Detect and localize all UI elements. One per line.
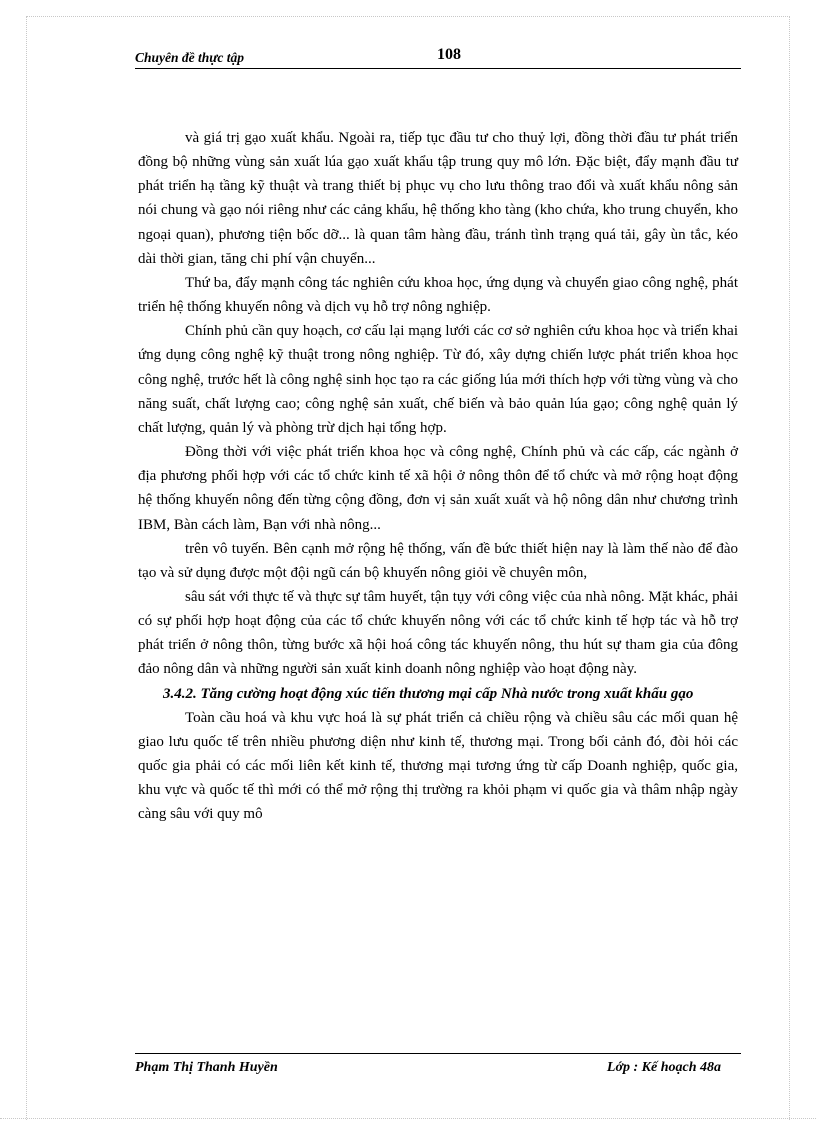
paragraph: Đồng thời với việc phát triển khoa học và công nghệ, Chính phủ và các cấp, các ngành ở địa phương phối hợp với các tổ chức kinh tế xã hội ở nông thôn để tổ chức và mở rộng hoạt động hệ thống khuyến nông đến từng cộng đồng, đơn vị sản xuất xuất và hộ nông dân như chương trình IBM, Bàn cách làm, Bạn với nhà nông... <box>138 444 738 533</box>
paragraph: Thứ ba, đẩy mạnh công tác nghiên cứu khoa học, ứng dụng và chuyển giao công nghệ, phát triển hệ thống khuyến nông và dịch vụ hỗ trợ nông nghiệp. <box>138 274 738 316</box>
paragraph: Toàn cầu hoá và khu vực hoá là sự phát triển cả chiều rộng và chiều sâu các mối quan hệ giao lưu quốc tế trên nhiều phương diện như kinh tế, thương mại. Trong bối cảnh đó, đòi hỏi các quốc gia phải có các mối liên kết kinh tế, thương mại tương ứng từ cấp Doanh nghiệp, quốc gia, khu vực và quốc tế thì mới có thể mở rộng thị trường ra khỏi phạm vi quốc gia và thâm nhập ngày càng sâu với quy mô <box>138 709 738 823</box>
page-bottom-edge <box>0 1118 816 1119</box>
paragraph: sâu sát với thực tế và thực sự tâm huyết, tận tụy với công việc của nhà nông. Mặt khác, phải có sự phối hợp hoạt động của các tổ chức khuyến nông với các tổ chức kinh tế hợp tác và hỗ trợ phát triển ở nông thôn, từng bước xã hội hoá công tác khuyến nông, thu hút sự tham gia của đông đảo nông dân và những người sản xuất kinh doanh nông nghiệp vào hoạt động này. <box>138 588 738 678</box>
section-heading: 3.4.2. Tăng cường hoạt động xúc tiến thương mại cấp Nhà nước trong xuất khẩu gạo <box>163 685 694 702</box>
paragraph: trên vô tuyến. Bên cạnh mở rộng hệ thống, vấn đề bức thiết hiện nay là làm thế nào để đào tạo và sử dụng được một đội ngũ cán bộ khuyến nông giỏi về chuyên môn, <box>138 540 738 581</box>
page-header <box>135 44 741 69</box>
page-number: 108 <box>437 46 461 63</box>
author-name: Phạm Thị Thanh Huyền <box>135 1060 278 1075</box>
page-body <box>138 126 738 827</box>
document-title: Chuyên đề thực tập <box>135 50 244 65</box>
paragraph: Chính phủ cần quy hoạch, cơ cấu lại mạng lưới các cơ sở nghiên cứu khoa học và triển khai ứng dụng công nghệ kỹ thuật trong nông nghiệp. Từ đó, xây dựng chiến lược phát triển khoa học công nghệ, trước hết là công nghệ sinh học tạo ra các giống lúa mới thích hợp với từng vùng và cho năng suất, chất lượng cao; công nghệ sản xuất, chế biến và bảo quản lúa gạo; công nghệ quản lý chất lượng, quản lý và phòng trừ dịch hại tổng hợp. <box>138 323 738 436</box>
paragraph: và giá trị gạo xuất khẩu. Ngoài ra, tiếp tục đầu tư cho thuỷ lợi, đồng thời đầu tư phát triển đồng bộ những vùng sản xuất lúa gạo xuất khẩu tập trung quy mô lớn. Đặc biệt, đẩy mạnh đầu tư phát triển hạ tầng kỹ thuật và trang thiết bị phục vụ cho lưu thông trao đổi và xuất khẩu nông sản nói chung và gạo nói riêng như các cảng khẩu, hệ thống kho tàng (kho chứa, kho trung chuyển, kho ngoại quan), phương tiện bốc dỡ... là quan tâm hàng đầu, tránh tình trạng quá tải, gây ùn tắc, kéo dài thời gian, tăng chi phí vận chuyển... <box>138 130 738 267</box>
class-label: Lớp : Kế hoạch 48a <box>606 1060 721 1075</box>
page-footer <box>135 1053 741 1075</box>
